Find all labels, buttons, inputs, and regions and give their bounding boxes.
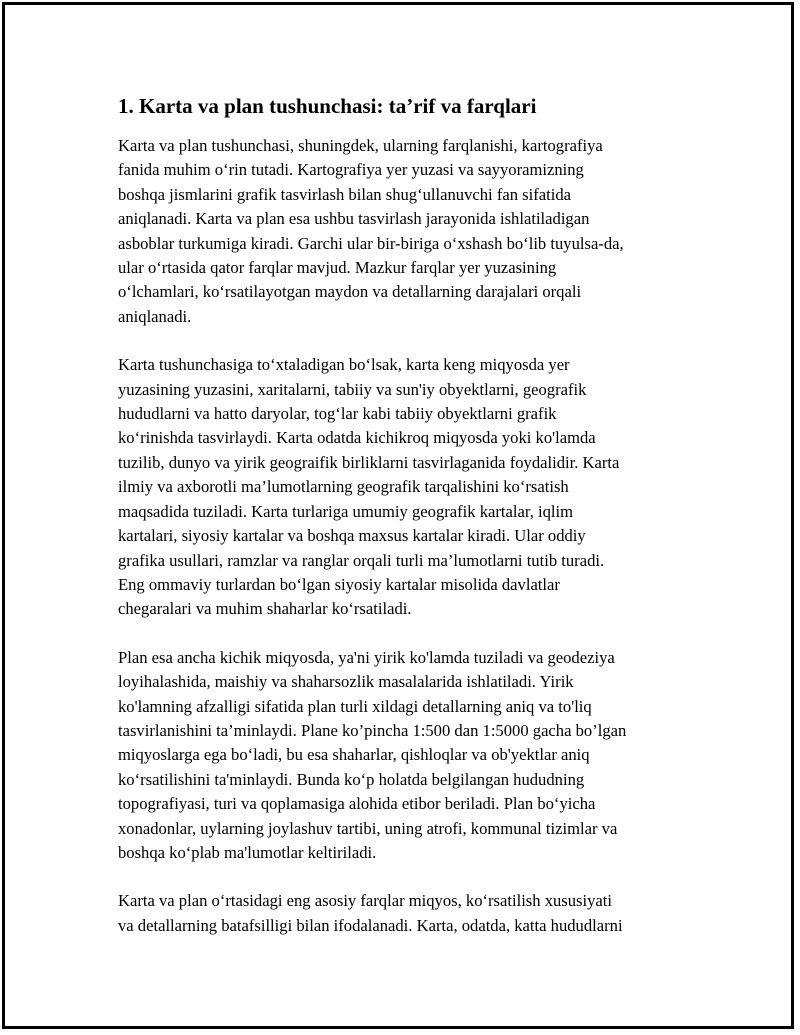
text-line: hududlarni va hatto daryolar, tog‘lar kabi tabiiy obyektlarni grafik (118, 404, 557, 424)
text-line: Plan esa ancha kichik miqyosda, ya'ni yirik ko'lamda tuziladi va geodeziya (118, 647, 615, 667)
text-line: aniqlanadi. (118, 306, 192, 326)
text-line: o‘lchamlari, ko‘rsatilayotgan maydon va detallarning darajalari orqali (118, 282, 582, 302)
paragraph-4 (118, 889, 688, 938)
text-line: boshqa ko‘plab ma'lumotlar keltiriladi. (118, 842, 377, 862)
text-line: xonadonlar, uylarning joylashuv tartibi, uning atrofi, kommunal tizimlar va (118, 818, 618, 838)
paragraph-2 (118, 353, 688, 621)
text-line: grafika usullari, ramzlar va ranglar orqali turli ma’lumotlarni tutib turadi. (118, 550, 605, 570)
text-line: fanida muhim o‘rin tutadi. Kartografiya yer yuzasi va sayyoramizning (118, 160, 584, 180)
text-line: topografiyasi, turi va qoplamasiga alohida etibor beriladi. Plan bo‘yicha (118, 794, 596, 814)
text-line: ilmiy va axborotli ma’lumotlarning geografik tarqalishini ko‘rsatish (118, 477, 569, 497)
text-line: ko'lamning afzalligi sifatida plan turli xildagi detallarning aniq va to'liq (118, 696, 592, 716)
text-line: yuzasining yuzasini, xaritalarni, tabiiy va sun'iy obyektlarni, geografik (118, 379, 587, 399)
document-body (118, 92, 688, 962)
text-line: loyihalashida, maishiy va shaharsozlik masalalarida ishlatiladi. Yirik (118, 672, 574, 692)
text-line: asboblar turkumiga kiradi. Garchi ular bir-biriga o‘xshash bo‘lib tuyulsa-da, (118, 233, 624, 253)
text-line: maqsadida tuziladi. Karta turlariga umumiy geografik kartalar, iqlim (118, 501, 574, 521)
text-line: Eng ommaviy turlardan bo‘lgan siyosiy kartalar misolida davlatlar (118, 574, 560, 594)
paragraph-3 (118, 646, 688, 866)
text-line: aniqlanadi. Karta va plan esa ushbu tasvirlash jarayonida ishlatiladigan (118, 209, 590, 229)
text-line: Karta va plan tushunchasi, shuningdek, ularning farqlanishi, kartografiya (118, 136, 603, 155)
text-line: tasvirlanishini ta’minlaydi. Plane ko’pincha 1:500 dan 1:5000 gacha bo’lgan (118, 720, 627, 740)
section-heading: 1. Karta va plan tushunchasi: ta’rif va farqlari (118, 94, 537, 118)
text-line: Karta tushunchasiga to‘xtaladigan bo‘lsak, karta keng miqyosda yer (118, 355, 570, 375)
text-line: Karta va plan o‘rtasidagi eng asosiy farqlar miqyos, ko‘rsatilish xususiyati (118, 891, 613, 911)
text-line: ko‘rinishda tasvirlaydi. Karta odatda kichikroq miqyosda yoki ko'lamda (118, 428, 596, 448)
text-line: kartalari, siyosiy kartalar va boshqa maxsus kartalar kiradi. Ular oddiy (118, 526, 586, 546)
text-line: ular o‘rtasida qator farqlar mavjud. Mazkur farqlar yer yuzasining (118, 258, 557, 278)
paragraph-1 (118, 134, 688, 329)
text-line: chegaralari va muhim shaharlar ko‘rsatiladi. (118, 599, 412, 619)
text-line: miqyoslarga ega bo‘ladi, bu esa shaharlar, qishloqlar va ob'yektlar aniq (118, 745, 590, 765)
text-line: tuzilib, dunyo va yirik geograifik birliklarni tasvirlaganida foydalidir. Karta (118, 452, 620, 472)
text-line: ko‘rsatilishini ta'minlaydi. Bunda ko‘p holatda belgilangan hududning (118, 769, 585, 789)
text-line: boshqa jismlarini grafik tasvirlash bilan shug‘ullanuvchi fan sifatida (118, 184, 571, 204)
text-line: va detallarning batafsilligi bilan ifodalanadi. Karta, odatda, katta hududlarni (118, 915, 623, 935)
